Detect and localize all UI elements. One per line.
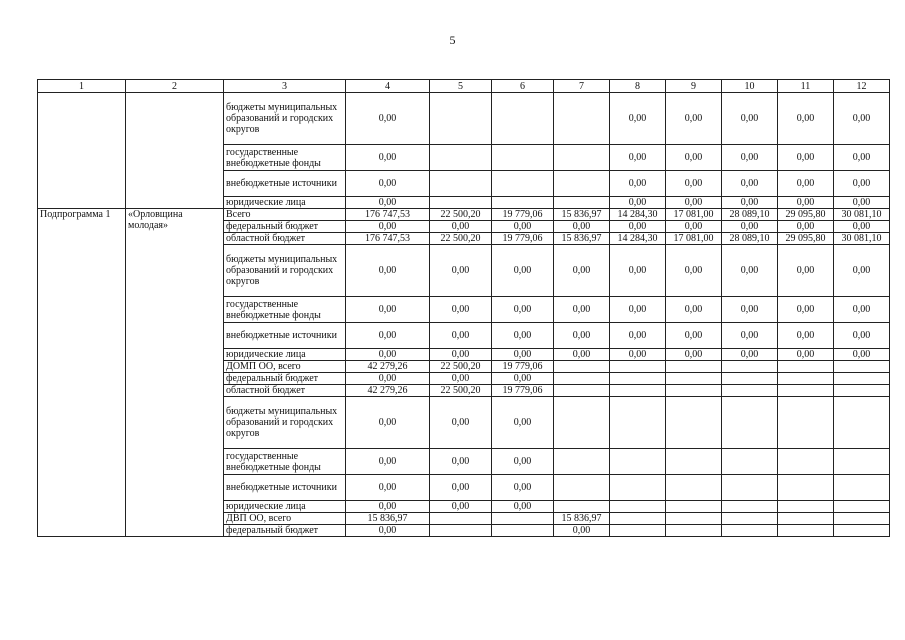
value-cell: 0,00 [554,297,610,323]
value-cell: 0,00 [834,171,890,197]
column-header: 8 [610,80,666,93]
value-cell: 0,00 [430,323,492,349]
value-cell [722,373,778,385]
value-cell: 0,00 [554,323,610,349]
value-cell: 15 836,97 [346,513,430,525]
value-cell [554,449,610,475]
value-cell: 0,00 [346,525,430,537]
value-cell: 28 089,10 [722,209,778,221]
value-cell: 0,00 [722,323,778,349]
value-cell: 0,00 [554,245,610,297]
row-label: федеральный бюджет [224,221,346,233]
row-label: ДВП ОО, всего [224,513,346,525]
row-label: бюджеты муниципальных образований и городских округов [224,93,346,145]
value-cell: 15 836,97 [554,233,610,245]
value-cell [778,449,834,475]
value-cell [492,93,554,145]
value-cell: 0,00 [492,297,554,323]
value-cell: 0,00 [610,145,666,171]
value-cell: 0,00 [834,323,890,349]
value-cell: 0,00 [834,221,890,233]
value-cell: 0,00 [492,245,554,297]
value-cell: 0,00 [722,93,778,145]
value-cell: 0,00 [666,145,722,171]
value-cell: 0,00 [346,145,430,171]
value-cell [554,385,610,397]
value-cell [778,397,834,449]
value-cell: 0,00 [430,245,492,297]
value-cell [610,373,666,385]
value-cell [666,361,722,373]
value-cell [554,397,610,449]
value-cell: 0,00 [346,475,430,501]
value-cell: 0,00 [778,323,834,349]
budget-table [37,79,890,537]
value-cell [554,171,610,197]
value-cell [430,171,492,197]
value-cell [722,475,778,501]
value-cell: 0,00 [778,197,834,209]
value-cell: 0,00 [834,349,890,361]
page-number: 5 [449,33,456,47]
column-header: 9 [666,80,722,93]
value-cell [834,475,890,501]
value-cell [430,93,492,145]
value-cell [834,373,890,385]
value-cell: 176 747,53 [346,209,430,221]
value-cell [666,475,722,501]
row-label: юридические лица [224,349,346,361]
value-cell: 0,00 [834,93,890,145]
value-cell: 0,00 [554,525,610,537]
subprogram-name: Подпрограмма 1 [38,209,126,537]
value-cell: 42 279,26 [346,361,430,373]
value-cell [610,361,666,373]
value-cell [492,525,554,537]
value-cell [834,361,890,373]
value-cell [778,361,834,373]
value-cell [666,513,722,525]
value-cell: 0,00 [610,171,666,197]
column-header: 12 [834,80,890,93]
row-label: государственные внебюджетные фонды [224,449,346,475]
row-label: государственные внебюджетные фонды [224,297,346,323]
value-cell: 0,00 [346,221,430,233]
value-cell [834,525,890,537]
value-cell: 0,00 [492,501,554,513]
value-cell: 0,00 [346,449,430,475]
value-cell [610,513,666,525]
value-cell: 30 081,10 [834,233,890,245]
value-cell: 29 095,80 [778,233,834,245]
row-label: областной бюджет [224,385,346,397]
value-cell: 0,00 [666,171,722,197]
value-cell: 0,00 [346,501,430,513]
value-cell: 0,00 [778,145,834,171]
value-cell: 0,00 [346,93,430,145]
value-cell: 0,00 [346,297,430,323]
value-cell: 0,00 [666,197,722,209]
value-cell: 30 081,10 [834,209,890,221]
value-cell: 19 779,06 [492,233,554,245]
value-cell [778,373,834,385]
value-cell: 0,00 [610,197,666,209]
value-cell: 0,00 [834,145,890,171]
value-cell: 0,00 [778,245,834,297]
value-cell [610,449,666,475]
value-cell: 0,00 [492,221,554,233]
value-cell [430,145,492,171]
column-header: 11 [778,80,834,93]
row-label: федеральный бюджет [224,373,346,385]
row-label: областной бюджет [224,233,346,245]
value-cell: 0,00 [610,349,666,361]
value-cell: 0,00 [834,245,890,297]
value-cell: 0,00 [610,245,666,297]
table-header-row [38,80,890,93]
value-cell: 0,00 [430,501,492,513]
column-header: 2 [126,80,224,93]
value-cell [778,475,834,501]
value-cell: 0,00 [430,221,492,233]
row-label: Всего [224,209,346,221]
prev-col1-cell [38,93,126,209]
value-cell [778,525,834,537]
column-header: 5 [430,80,492,93]
value-cell [722,397,778,449]
row-label: юридические лица [224,501,346,513]
value-cell [554,501,610,513]
value-cell [554,145,610,171]
value-cell: 0,00 [722,145,778,171]
value-cell: 0,00 [492,373,554,385]
value-cell [430,525,492,537]
prev-col2-cell [126,93,224,209]
value-cell: 0,00 [666,297,722,323]
value-cell: 0,00 [346,323,430,349]
value-cell: 14 284,30 [610,233,666,245]
value-cell: 0,00 [492,475,554,501]
value-cell [554,373,610,385]
row-label: внебюджетные источники [224,171,346,197]
value-cell [778,513,834,525]
column-header: 3 [224,80,346,93]
value-cell: 22 500,20 [430,385,492,397]
value-cell [722,361,778,373]
value-cell: 17 081,00 [666,209,722,221]
value-cell [834,449,890,475]
value-cell: 0,00 [430,349,492,361]
row-label: государственные внебюджетные фонды [224,145,346,171]
value-cell [666,373,722,385]
value-cell: 0,00 [666,93,722,145]
column-header: 4 [346,80,430,93]
value-cell: 42 279,26 [346,385,430,397]
value-cell: 0,00 [346,373,430,385]
value-cell: 0,00 [554,349,610,361]
value-cell [834,513,890,525]
value-cell: 0,00 [778,171,834,197]
value-cell: 0,00 [778,297,834,323]
value-cell: 0,00 [834,197,890,209]
value-cell [834,397,890,449]
value-cell [778,501,834,513]
value-cell: 0,00 [346,397,430,449]
value-cell: 19 779,06 [492,209,554,221]
value-cell: 0,00 [778,221,834,233]
value-cell: 28 089,10 [722,233,778,245]
value-cell: 0,00 [430,297,492,323]
value-cell: 0,00 [610,221,666,233]
value-cell: 0,00 [834,297,890,323]
value-cell: 15 836,97 [554,513,610,525]
value-cell: 14 284,30 [610,209,666,221]
value-cell: 19 779,06 [492,385,554,397]
value-cell: 0,00 [430,373,492,385]
value-cell [430,513,492,525]
value-cell: 0,00 [722,197,778,209]
value-cell: 0,00 [554,221,610,233]
row-label: юридические лица [224,197,346,209]
row-label: внебюджетные источники [224,323,346,349]
value-cell [666,525,722,537]
value-cell [554,475,610,501]
value-cell [492,171,554,197]
value-cell: 19 779,06 [492,361,554,373]
value-cell: 0,00 [346,197,430,209]
value-cell: 176 747,53 [346,233,430,245]
value-cell: 0,00 [610,297,666,323]
value-cell: 0,00 [430,475,492,501]
value-cell [492,145,554,171]
value-cell [610,501,666,513]
column-header: 1 [38,80,126,93]
row-label: бюджеты муниципальных образований и городских округов [224,245,346,297]
value-cell: 0,00 [430,449,492,475]
value-cell: 0,00 [430,397,492,449]
value-cell: 0,00 [666,323,722,349]
value-cell: 15 836,97 [554,209,610,221]
value-cell: 29 095,80 [778,209,834,221]
value-cell [554,93,610,145]
value-cell: 0,00 [610,93,666,145]
value-cell: 0,00 [346,245,430,297]
table-row [38,209,890,221]
value-cell: 0,00 [778,349,834,361]
value-cell [666,397,722,449]
value-cell: 0,00 [722,349,778,361]
value-cell [722,385,778,397]
value-cell [778,385,834,397]
value-cell: 17 081,00 [666,233,722,245]
value-cell [666,501,722,513]
value-cell [610,385,666,397]
value-cell [554,197,610,209]
value-cell [722,449,778,475]
value-cell: 0,00 [722,171,778,197]
row-label: внебюджетные источники [224,475,346,501]
value-cell: 0,00 [666,245,722,297]
value-cell: 0,00 [492,449,554,475]
value-cell: 22 500,20 [430,233,492,245]
value-cell: 22 500,20 [430,361,492,373]
column-header: 6 [492,80,554,93]
value-cell: 0,00 [778,93,834,145]
value-cell: 0,00 [610,323,666,349]
value-cell: 0,00 [722,297,778,323]
value-cell [722,501,778,513]
value-cell: 0,00 [346,349,430,361]
value-cell [610,525,666,537]
value-cell: 0,00 [346,171,430,197]
value-cell: 0,00 [722,245,778,297]
value-cell: 0,00 [666,349,722,361]
value-cell [722,525,778,537]
value-cell [610,397,666,449]
table-row [38,93,890,145]
value-cell: 22 500,20 [430,209,492,221]
subprogram-title: «Орловщина молодая» [126,209,224,537]
row-label: ДОМП ОО, всего [224,361,346,373]
value-cell: 0,00 [492,323,554,349]
value-cell [554,361,610,373]
value-cell [722,513,778,525]
value-cell: 0,00 [492,397,554,449]
value-cell [492,513,554,525]
value-cell: 0,00 [722,221,778,233]
value-cell [666,385,722,397]
row-label: бюджеты муниципальных образований и городских округов [224,397,346,449]
value-cell [610,475,666,501]
value-cell: 0,00 [492,349,554,361]
value-cell [834,501,890,513]
value-cell: 0,00 [666,221,722,233]
column-header: 7 [554,80,610,93]
value-cell [492,197,554,209]
value-cell [666,449,722,475]
row-label: федеральный бюджет [224,525,346,537]
column-header: 10 [722,80,778,93]
value-cell [430,197,492,209]
value-cell [834,385,890,397]
